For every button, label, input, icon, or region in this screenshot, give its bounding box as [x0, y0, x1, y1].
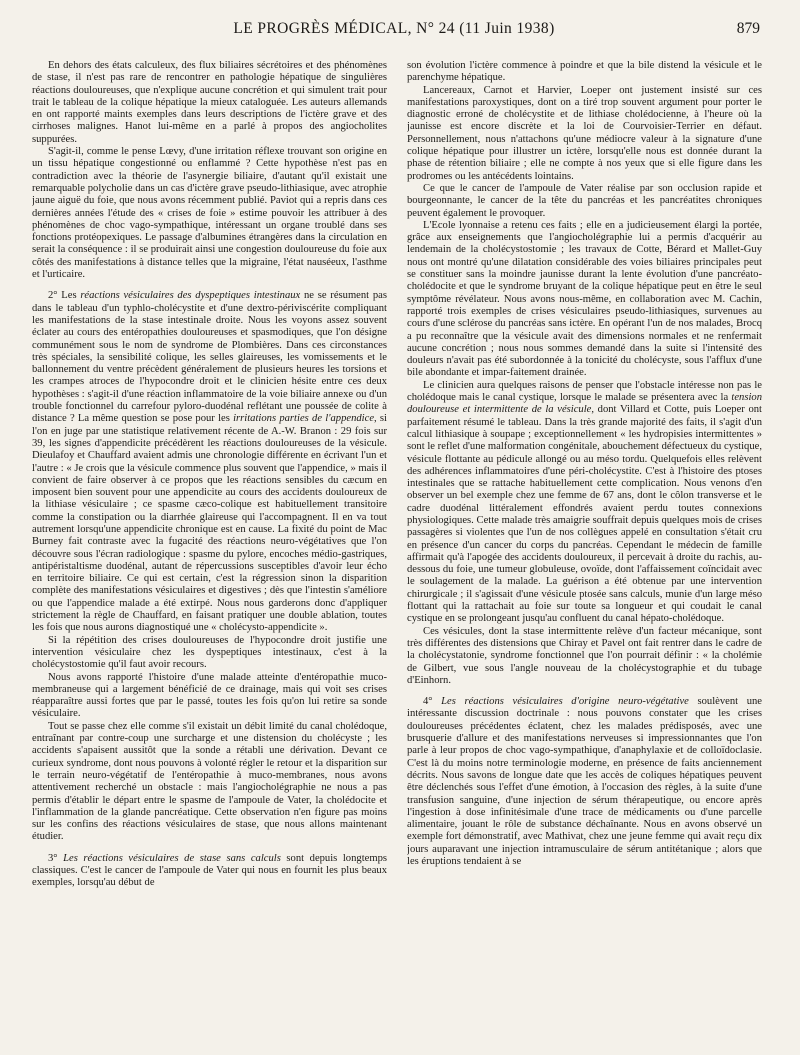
paragraph: L'Ecole lyonnaise a retenu ces faits ; elle en a judicieusement élargi la portée, grâce aux enseignements que l'angiocholégraphie lui a permis d'acquérir au lendemain de la cholécystostomie ; les travaux de Cotte, Bérard et Mallet-Guy nous ont montré qu'une dilatation considérable des voies biliaires principales peut se constituer sans la moindre jaunisse durant la lente évolution d'une pancréato-cholédocite et que le syndrome bruyant de la colique hépatique peut en être le seul symptôme révélateur. Nous avons nous-même, en collaboration avec M. Cachin, rapporté trois exemples de crises vésiculaires pseudo-lithiasiques, survenues au cours d'une sclérose du pancréas sans ictère. En opérant l'un de nos malades, Brocq a pu reconnaître que la vésicule avait des dimensions normales et ne renfermait aucune concrétion ; nous nous sommes demandé dans la suite si l'intensité des douleurs n'avait pas été subordonnée à la tonicité du cholécyste, sous l'afflux d'une bile abondante et impar-faitement drainée. [407, 219, 762, 379]
paragraph-text: , si l'on en juge par une statistique relativement récente de A.-W. Branon : 29 fois sur 39, les signes d'appendicite précédèrent les réactions douloureuses de la vésicule. Dieulafoy et Chauffard avaient admis une chronologie différente en écrivant l'un et l'autre : « Je crois que la vésicule commence plus souvent que l'appendice, » mais il convient de faire observer à ce propos que les réactions sensibles du cæcum en imposent bien souvent pour une appendicite au cours des accidents douloureux de la lithiase vésiculaire ; ce spasme cæco-colique est habituellement transitoire comme la constipation ou la diarrhée glaireuse qui l'accompagnent. Il en va tout autrement lorsqu'une appendicite chronique est en cause. La fixité du point de Mac Burney fait contraste avec la fugacité des réactions neuro-végétatives que l'on découvre sous l'écran radiologique : spasme du pylore, encoches médio-gastriques, antipéristaltisme duodénal, autant de répercussions susceptibles d'avoir leur écho en territoire biliaire. Ce qui est certain, c'est la régression sinon la disparition complète des manifestations vésiculaires et digestives ; dès que l'intestin s'améliore ou que l'appendice malade a été extirpé. Nous nous garderons donc d'appliquer strictement la règle de Chauffard, en faisant pratiquer une double ablation, toutes les fois que nous aurons diagnostiqué une « cholécysto-appendicite ». [32, 413, 387, 634]
paragraph: Nous avons rapporté l'histoire d'une malade atteinte d'entéropathie muco-membraneuse qui a largement bénéficié de ce drainage, mais qui voit ses crises réapparaître aussi fortes que par le passé, toutes les fois qu'on lui retire sa sonde vésiculaire. [32, 671, 387, 720]
emphasis-text: tension douloureuse et intermittente de la vésicule [407, 392, 762, 416]
paragraph: Ces vésicules, dont la stase intermittente relève d'un facteur mécanique, sont très différentes des distensions que Chiray et Pavel ont fait rentrer dans le cadre de la cholécystatonie, syndrome fonctionnel que l'on pourrait définir : « la cholémie de Gilbert, vue sous l'angle nouveau de la cholécystographie et du tubage d'Einhorn. [407, 625, 762, 686]
paragraph: Ce que le cancer de l'ampoule de Vater réalise par son occlusion rapide et bourgeonnante, le cancer de la tête du pancréas et les pancréatites chroniques peuvent également le provoquer. [407, 182, 762, 219]
page-header [28, 20, 760, 46]
section-heading: Les réactions vésiculaires de stase sans calculs [63, 852, 281, 864]
paragraph [407, 380, 762, 626]
paragraph: Tout se passe chez elle comme s'il existait un débit limité du canal cholédoque, entraînant par contre-coup une surcharge et une distension du cholécyste ; les accidents s'apaisent aussitôt que la sonde a rétabli une dérivation. Devant ce curieux syndrome, dont nous pouvons à volonté régler le retour et la disparition sur le terrain neuro-végétatif de l'entéropathie à muco-membranes, nous avons attentivement recherché un obstacle : mais l'angiocholégraphie ne nous a pas permis d'établir le départ entre le spasme de l'ampoule de Vater, la cholédocite et l'inflammation de la glande pancréatique. Cette observation n'en figure pas moins sur les confins des réactions vésiculaires de stase, que nous allons maintenant étudier. [32, 720, 387, 843]
paragraph: son évolution l'ictère commence à poindre et que la bile distend la vésicule et le parenchyme hépatique. [407, 60, 762, 84]
paragraph: En dehors des états calculeux, des flux biliaires sécrétoires et des phénomènes de stase, il n'est pas rare de rencontrer en pathologie hépatique de singulières réactions douloureuses, que n'explique aucune concrétion et qui simulent trait pour trait le tableau de la colique hépatique la mieux cataloguée. Les auteurs allemands en ont rapporté maints exemples dans leurs descriptions de l'ictère grave et des cirrhoses malignes. Hanot lui-même en a parlé à propos des angiocholites suppurées. [32, 60, 387, 145]
section-number: 4° [423, 696, 442, 708]
section-heading: Les réactions vésiculaires d'origine neuro-végétative [441, 696, 689, 708]
paragraph: Lancereaux, Carnot et Harvier, Loeper ont justement insisté sur ces manifestations paroxystiques, dont on a tiré trop souvent argument pour porter le diagnostic erroné de cholécystite et de lithiase cholédocienne, à l'heure où la jaunisse est encore discrète et la loi de Courvoisier-Terrier en défaut. Personnellement, nous n'attachons qu'une médiocre valeur à la signature d'une colique hépatique pour illustrer un ictère, lorsqu'elle nous est donnée durant la phase de rétention biliaire ; elle ne compte à nos yeux que si elle figure dans les prodromes ou les antécédents lointains. [407, 84, 762, 182]
paragraph-text: ne se résument pas dans le tableau d'un typhlo-cholécystite et d'une dextro-périviscérite compliquant les manifestations de la stase intestinale droite. Nous les voyons assez souvent éclater au cours des entéropathies douloureuses et spasmodiques, que l'on désigne communément sous le nom de syndrome de Plombières. Dans ces circonstances très spéciales, la sensibilité colique, les selles glaireuses, les vomissements et le ballonnement du ventre précèdent généralement de plusieurs heures les torsions et les crampes atroces de l'hypocondre droit et le clinicien hésite entre ces deux hypothèses : s'agit-il d'une réaction inflammatoire de la voie biliaire annexe ou d'un trouble fonctionnel du carrefour pyloro-duodénal reflétant une poussée de colite à distance ? La même question se pose pour les [32, 290, 387, 425]
page-number: 879 [736, 20, 760, 37]
emphasis-text: irritations parties de l'appendice [233, 413, 375, 425]
section-number: 2° Les [48, 290, 81, 302]
section-paragraph [407, 696, 762, 868]
section-paragraph [32, 853, 387, 890]
paragraph: S'agit-il, comme le pense Lœvy, d'une irritation réflexe trouvant son origine en un tissu hépatique congestionné ou enflammé ? Cette hypothèse n'est pas en contradiction avec la théorie de l'asynergie biliaire, d'autant qu'il existait une remarquable polycholie dans un cas d'ictère grave pseudo-lithiasique, avec atrophie jaune aiguë du foie, que nous avons récemment publié. Paviot qui a repris dans ces dernières années l'étude des « crises de foie » estime pouvoir les attribuer à des phénomènes de choc vago-sympathique, intéressant un organe troublé dans ses fonctions protéopexiques. Le passage d'albumines étrangères dans la circulation en serait la conséquence : il se produirait ainsi une congestion douloureuse du foie aux côtés des manifestations à distance telles que la migraine, l'état nauséeux, l'asthme et l'urticaire. [32, 146, 387, 281]
left-column [32, 60, 387, 1045]
paragraph-text: Le clinicien aura quelques raisons de penser que l'obstacle intéresse non pas le cholédoque mais le canal cystique, lorsque le malade se présentera avec la [407, 379, 762, 404]
section-heading: réactions vésiculaires des dyspeptiques intestinaux [80, 290, 301, 302]
right-column [407, 60, 762, 1045]
section-number: 3° [48, 852, 64, 864]
paragraph-text: soulèvent une intéressante discussion doctrinale : nous pouvons constater que les crises douloureuses précédentes éclatent, chez les malades prédisposés, avec une brusquerie d'allure et des manifestations nerveuses si impressionnantes que l'on parle à leur propos de choc vago-sympathique, d'anaphylaxie et de colloïdoclasie. C'est là du moins notre terminologie moderne, en présence de faits anciennement décrits. Nous savons de longue date que les accès de coliques hépatiques peuvent être déclenchés sous l'effet d'une émotion, à l'occasion des règles, à la suite d'une transfusion sanguine, d'une injection de sérum thérapeutique, ou encore après l'ingestion à dose infinitésimale d'une trace de médicaments ou d'une parcelle alimentaire, jouant le rôle de substance déchaînante. Nous en avons observé un exemple fort démonstratif, avec Mathivat, chez une jeune femme qui avait reçu dix jours auparavant une injection intramusculaire de sérum antitétanique ; alors que les éruptions tendaient à se [407, 696, 762, 867]
section-paragraph [32, 290, 387, 634]
paragraph: Si la répétition des crises douloureuses de l'hypocondre droit justifie une intervention vésiculaire chez les dyspeptiques intestinaux, c'est à la cholécystostomie qu'il faut avoir recours. [32, 634, 387, 671]
paragraph-text: , dont Villard et Cotte, puis Loeper ont parfaitement résumé le tableau. Dans la très grande majorité des faits, il s'agit d'un calcul lithiasique à soupape ; exceptionnellement « les hydropisies intermittentes » sont le reflet d'une malformation congénitale, abouchement défectueux du cystique, vésicule flottante au pédicule allongé ou au méso tordu. Quelquefois elles relèvent des adhérences inflammatoires d'une péri-cholécystite. C'est à l'histoire des ptoses intestinales que se rattache habituellement cette complication. Nous venons d'en observer un bel exemple chez une femme de 67 ans, dont le côlon transverse et le cadre duodénal littéralement effondrés avaient perdu toutes connexions physiologiques. Cette malade très amaigrie souffrait depuis quelques mois de crises passagères si violentes que l'un de nos collègues appelé en consultation s'était cru en présence d'un cancer du corps du pancréas. Cependant le médecin de famille affirmait qu'à l'apogée des accidents douloureux, il percevait à droite du rachis, au-dessous du foie, une tumeur globuleuse, ovoïde, dont l'affaissement coïncidait avec le soulagement de la malade. La guérison a été obtenue par une intervention chirurgicale ; il s'agissait d'une vésicule ptosée sans calculs, munie d'un large méso flottant qui la rattachait au foie sur toute sa longueur et qui coudait le canal cystique en se prolongeant jusqu'au confluent du canal hépato-cholédoque. [407, 404, 762, 625]
paragraph-text: sont depuis longtemps classiques. C'est le cancer de l'ampoule de Vater qui nous en fournit les plus beaux exemples, lorsqu'au début de [32, 852, 387, 889]
running-title: LE PROGRÈS MÉDICAL, N° 24 (11 Juin 1938) [233, 20, 555, 37]
